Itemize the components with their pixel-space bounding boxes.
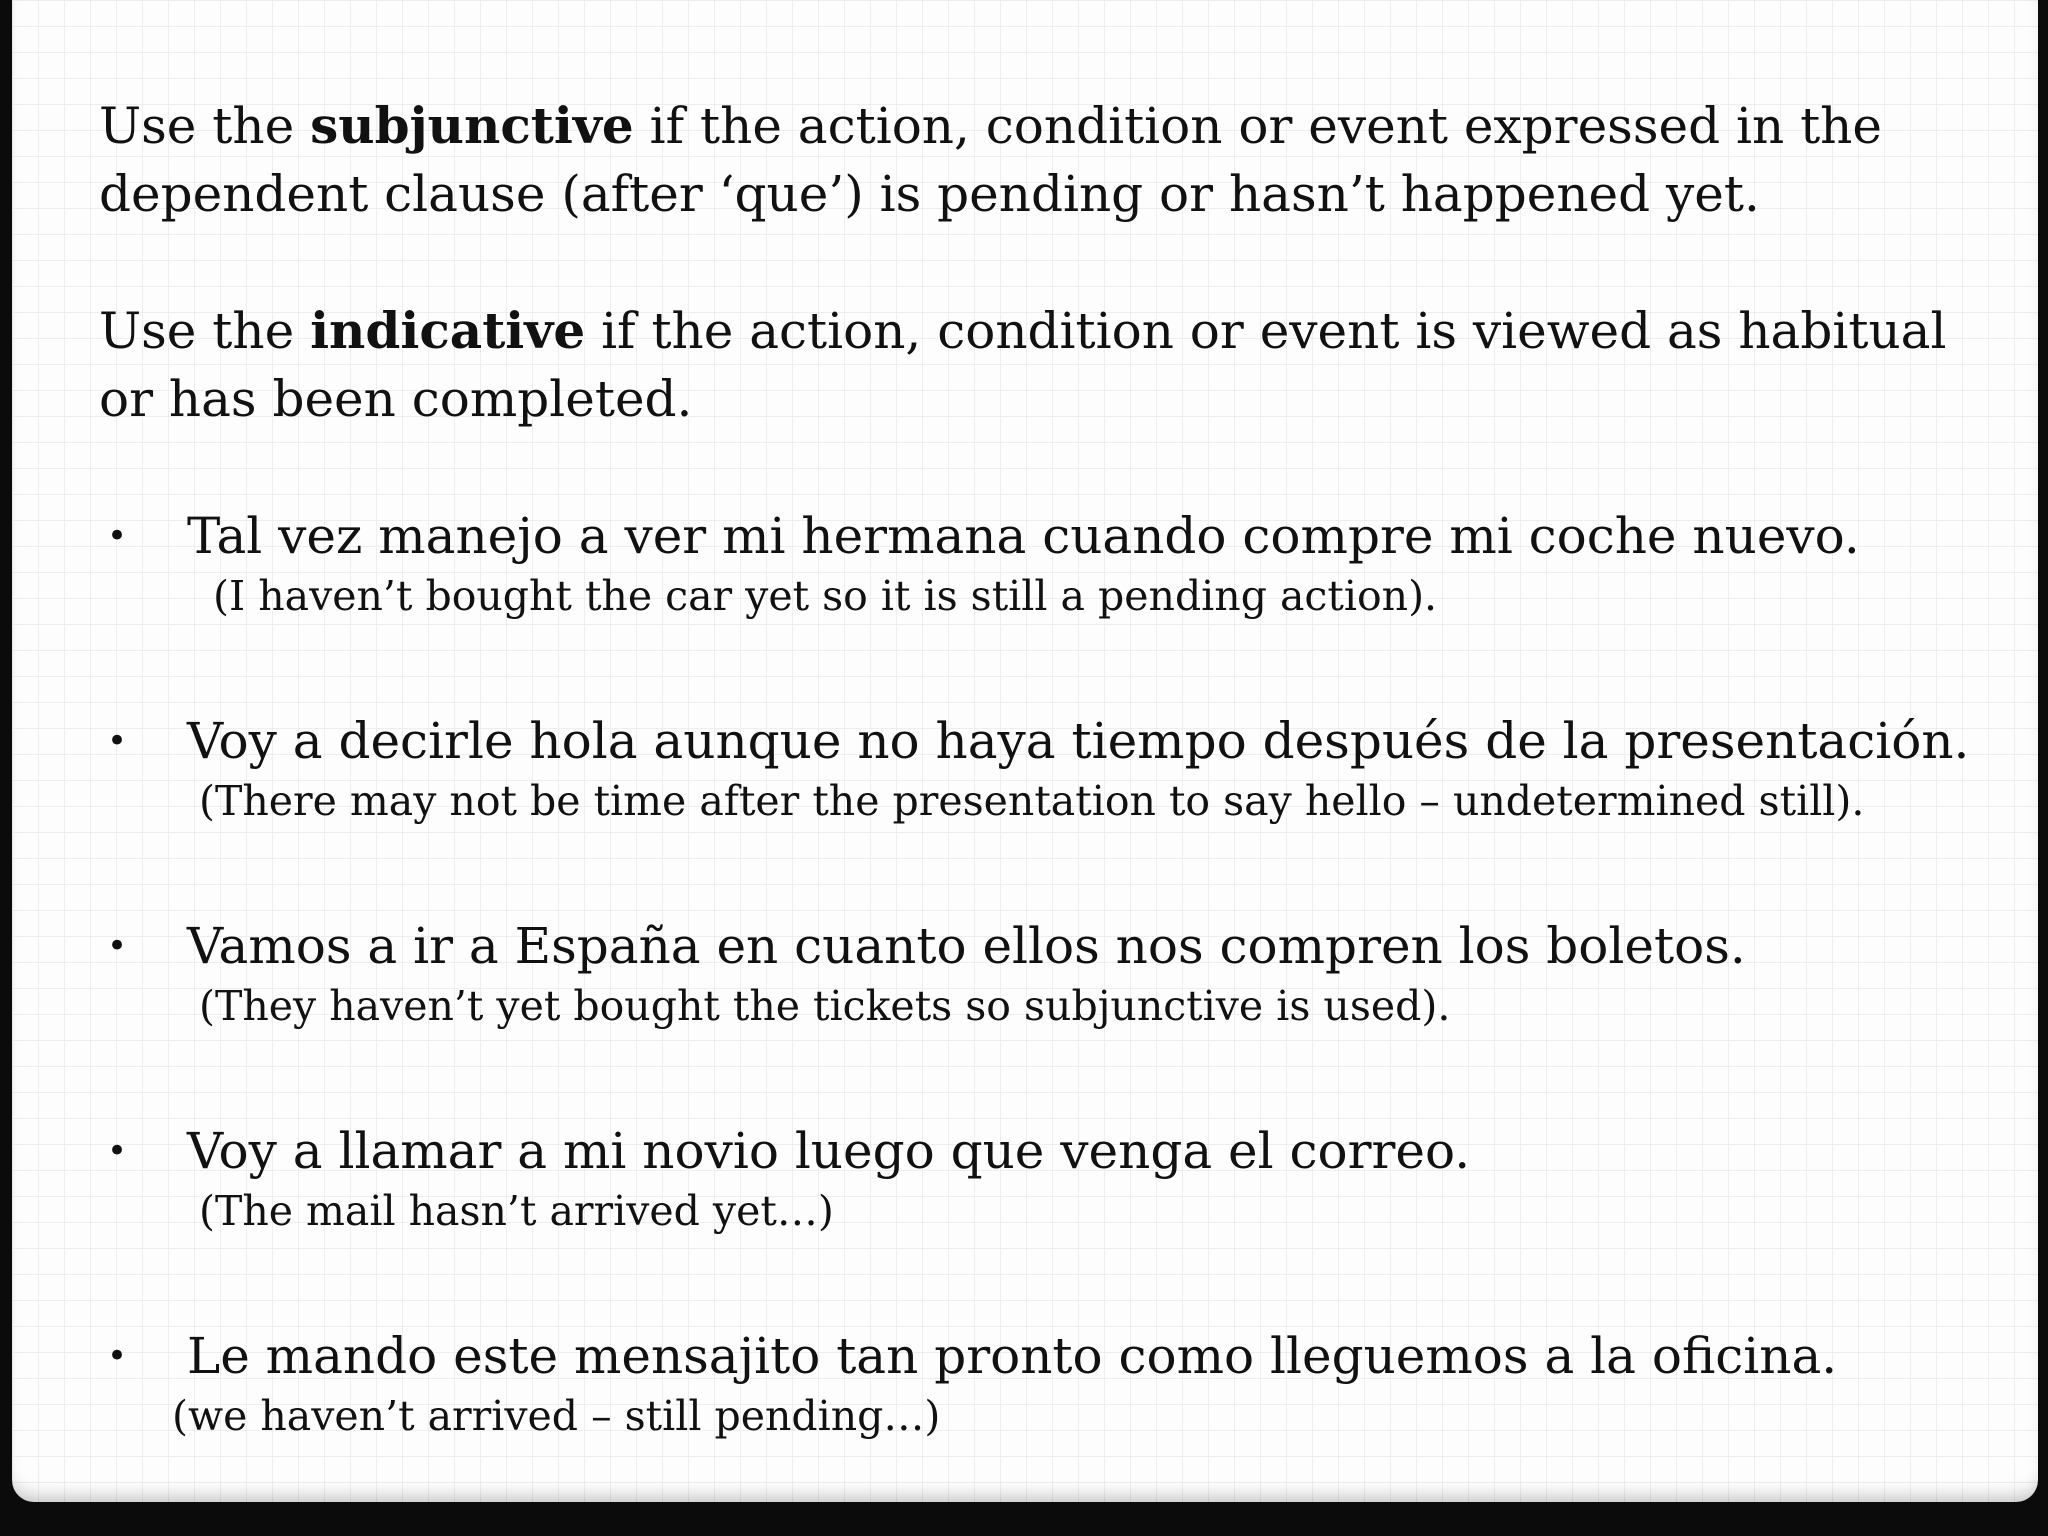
example-translation: (we haven’t arrived – still pending…) [172,1392,941,1440]
subjunctive-term: subjunctive [310,96,634,155]
bullet-icon: • [107,926,128,966]
indicative-rule-prefix: Use the [99,302,311,360]
slide [12,0,2038,1502]
indicative-rule-text: if the action, condition or event is viewed as habitual or has been completed. [99,302,1947,428]
bullet-icon: • [107,516,128,556]
example-sentence: Voy a decirle hola aunque no haya tiempo después de la presentación. [187,712,1970,770]
example-sentence: Vamos a ir a España en cuanto ellos nos compren los boletos. [187,917,1746,975]
indicative-rule [99,297,1979,433]
example-translation: (The mail hasn’t arrived yet…) [199,1187,834,1235]
bullet-icon: • [107,721,128,761]
indicative-term: indicative [310,301,586,360]
example-translation: (I haven’t bought the car yet so it is still a pending action). [213,572,1438,620]
example-translation: (There may not be time after the presentation to say hello – undetermined still). [199,777,1865,825]
example-sentence: Tal vez manejo a ver mi hermana cuando compre mi coche nuevo. [187,507,1860,565]
subjunctive-rule-text: if the action, condition or event expressed in the dependent clause (after ‘que’) is pending or hasn’t happened yet. [99,97,1882,223]
subjunctive-rule-prefix: Use the [99,97,311,155]
bullet-icon: • [107,1336,128,1376]
bullet-icon: • [107,1131,128,1171]
example-translation: (They haven’t yet bought the tickets so subjunctive is used). [199,982,1451,1030]
example-sentence: Le mando este mensajito tan pronto como lleguemos a la oficina. [187,1327,1838,1385]
example-sentence: Voy a llamar a mi novio luego que venga el correo. [187,1122,1471,1180]
subjunctive-rule [99,92,1979,228]
